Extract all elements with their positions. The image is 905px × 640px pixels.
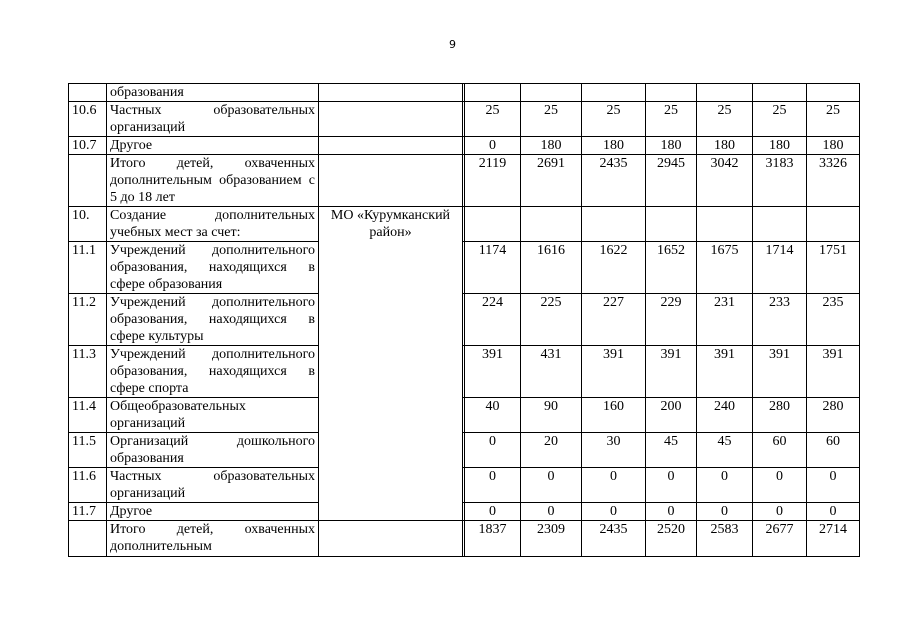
row-name: образования bbox=[107, 84, 319, 102]
value-cell: 25 bbox=[521, 102, 582, 137]
row-name: Итого детей, охваченных дополнительным bbox=[107, 521, 319, 557]
row-name: Частных образовательных организаций bbox=[107, 102, 319, 137]
value-cell: 231 bbox=[697, 294, 753, 346]
table-row bbox=[69, 468, 860, 503]
value-cell: 180 bbox=[521, 137, 582, 155]
value-cell: 1622 bbox=[582, 242, 646, 294]
value-cell: 2435 bbox=[582, 155, 646, 207]
value-cell: 180 bbox=[582, 137, 646, 155]
value-cell: 1675 bbox=[697, 242, 753, 294]
table-row bbox=[69, 155, 860, 207]
value-cell: 0 bbox=[646, 503, 697, 521]
value-cell: 1837 bbox=[465, 521, 521, 557]
row-number: 11.7 bbox=[69, 503, 107, 521]
value-cell: 180 bbox=[697, 137, 753, 155]
value-cell: 160 bbox=[582, 398, 646, 433]
value-cell: 0 bbox=[582, 468, 646, 503]
value-cell bbox=[697, 84, 753, 102]
table-row bbox=[69, 102, 860, 137]
value-cell: 3326 bbox=[807, 155, 860, 207]
value-cell: 180 bbox=[646, 137, 697, 155]
table-row bbox=[69, 433, 860, 468]
value-cell: 240 bbox=[697, 398, 753, 433]
value-cell: 227 bbox=[582, 294, 646, 346]
value-cell: 1616 bbox=[521, 242, 582, 294]
row-name: Другое bbox=[107, 503, 319, 521]
value-cell: 280 bbox=[753, 398, 807, 433]
value-cell bbox=[521, 207, 582, 242]
row-number bbox=[69, 155, 107, 207]
value-cell: 180 bbox=[753, 137, 807, 155]
page-number: 9 bbox=[449, 38, 456, 51]
table-row bbox=[69, 294, 860, 346]
value-cell: 60 bbox=[807, 433, 860, 468]
value-cell: 1714 bbox=[753, 242, 807, 294]
value-cell: 224 bbox=[465, 294, 521, 346]
value-cell: 0 bbox=[582, 503, 646, 521]
row-number: 10. bbox=[69, 207, 107, 242]
value-cell: 2520 bbox=[646, 521, 697, 557]
row-number: 10.7 bbox=[69, 137, 107, 155]
value-cell bbox=[807, 84, 860, 102]
value-cell: 90 bbox=[521, 398, 582, 433]
value-cell: 0 bbox=[697, 468, 753, 503]
value-cell: 235 bbox=[807, 294, 860, 346]
value-cell: 0 bbox=[465, 137, 521, 155]
row-name: Итого детей, охваченных дополнительным образованием с 5 до 18 лет bbox=[107, 155, 319, 207]
value-cell: 25 bbox=[646, 102, 697, 137]
value-cell: 25 bbox=[465, 102, 521, 137]
row-name: Учреждений дополнительного образования, находящихся в сфере образования bbox=[107, 242, 319, 294]
value-cell: 391 bbox=[646, 346, 697, 398]
value-cell: 0 bbox=[697, 503, 753, 521]
row-name: Другое bbox=[107, 137, 319, 155]
value-cell bbox=[807, 207, 860, 242]
row-name: Общеобразовательных организаций bbox=[107, 398, 319, 433]
value-cell: 1751 bbox=[807, 242, 860, 294]
value-cell: 3183 bbox=[753, 155, 807, 207]
value-cell: 180 bbox=[807, 137, 860, 155]
value-cell: 3042 bbox=[697, 155, 753, 207]
table-row bbox=[69, 398, 860, 433]
value-cell: 2945 bbox=[646, 155, 697, 207]
value-cell: 0 bbox=[465, 433, 521, 468]
value-cell: 233 bbox=[753, 294, 807, 346]
row-number: 11.6 bbox=[69, 468, 107, 503]
value-cell bbox=[753, 207, 807, 242]
value-cell bbox=[465, 207, 521, 242]
value-cell: 25 bbox=[697, 102, 753, 137]
value-cell: 391 bbox=[465, 346, 521, 398]
value-cell bbox=[753, 84, 807, 102]
value-cell: 2583 bbox=[697, 521, 753, 557]
value-cell: 2309 bbox=[521, 521, 582, 557]
table-row bbox=[69, 242, 860, 294]
value-cell: 229 bbox=[646, 294, 697, 346]
value-cell: 391 bbox=[582, 346, 646, 398]
value-cell bbox=[582, 84, 646, 102]
table-row bbox=[69, 521, 860, 557]
value-cell bbox=[582, 207, 646, 242]
value-cell: 60 bbox=[753, 433, 807, 468]
row-number: 11.4 bbox=[69, 398, 107, 433]
value-cell: 0 bbox=[465, 468, 521, 503]
value-cell: 25 bbox=[582, 102, 646, 137]
value-cell: 0 bbox=[753, 468, 807, 503]
value-cell: 40 bbox=[465, 398, 521, 433]
value-cell: 225 bbox=[521, 294, 582, 346]
value-cell: 0 bbox=[753, 503, 807, 521]
table-row bbox=[69, 84, 860, 102]
row-name: Создание дополнительных учебных мест за счет: bbox=[107, 207, 319, 242]
row-number bbox=[69, 84, 107, 102]
value-cell: 2677 bbox=[753, 521, 807, 557]
row-name: Частных образовательных организаций bbox=[107, 468, 319, 503]
value-cell: 0 bbox=[807, 468, 860, 503]
row-number: 11.5 bbox=[69, 433, 107, 468]
value-cell: 0 bbox=[646, 468, 697, 503]
value-cell: 431 bbox=[521, 346, 582, 398]
value-cell: 0 bbox=[465, 503, 521, 521]
value-cell: 1174 bbox=[465, 242, 521, 294]
value-cell: 391 bbox=[753, 346, 807, 398]
row-number: 11.2 bbox=[69, 294, 107, 346]
row-number bbox=[69, 521, 107, 557]
org-cell bbox=[319, 84, 463, 102]
value-cell: 0 bbox=[521, 503, 582, 521]
value-cell: 0 bbox=[521, 468, 582, 503]
org-cell bbox=[319, 137, 463, 155]
org-cell bbox=[319, 521, 463, 557]
row-name: Учреждений дополнительного образования, находящихся в сфере культуры bbox=[107, 294, 319, 346]
table-row bbox=[69, 346, 860, 398]
value-cell bbox=[646, 84, 697, 102]
value-cell: 2119 bbox=[465, 155, 521, 207]
value-cell: 2435 bbox=[582, 521, 646, 557]
value-cell: 45 bbox=[697, 433, 753, 468]
row-number: 10.6 bbox=[69, 102, 107, 137]
table-row bbox=[69, 207, 860, 242]
value-cell bbox=[465, 84, 521, 102]
value-cell: 2714 bbox=[807, 521, 860, 557]
value-cell: 1652 bbox=[646, 242, 697, 294]
value-cell: 20 bbox=[521, 433, 582, 468]
value-cell: 200 bbox=[646, 398, 697, 433]
row-number: 11.3 bbox=[69, 346, 107, 398]
org-cell bbox=[319, 155, 463, 207]
row-number: 11.1 bbox=[69, 242, 107, 294]
value-cell: 391 bbox=[807, 346, 860, 398]
value-cell bbox=[521, 84, 582, 102]
value-cell: 30 bbox=[582, 433, 646, 468]
value-cell: 0 bbox=[807, 503, 860, 521]
value-cell: 2691 bbox=[521, 155, 582, 207]
org-name: МО «Курумканский район» bbox=[319, 207, 463, 521]
value-cell: 45 bbox=[646, 433, 697, 468]
table-row bbox=[69, 503, 860, 521]
data-table bbox=[68, 83, 860, 557]
row-name: Учреждений дополнительного образования, находящихся в сфере спорта bbox=[107, 346, 319, 398]
row-name: Организаций дошкольного образования bbox=[107, 433, 319, 468]
value-cell: 280 bbox=[807, 398, 860, 433]
value-cell: 25 bbox=[807, 102, 860, 137]
value-cell bbox=[646, 207, 697, 242]
table-row bbox=[69, 137, 860, 155]
value-cell: 391 bbox=[697, 346, 753, 398]
value-cell: 25 bbox=[753, 102, 807, 137]
value-cell bbox=[697, 207, 753, 242]
org-cell bbox=[319, 102, 463, 137]
